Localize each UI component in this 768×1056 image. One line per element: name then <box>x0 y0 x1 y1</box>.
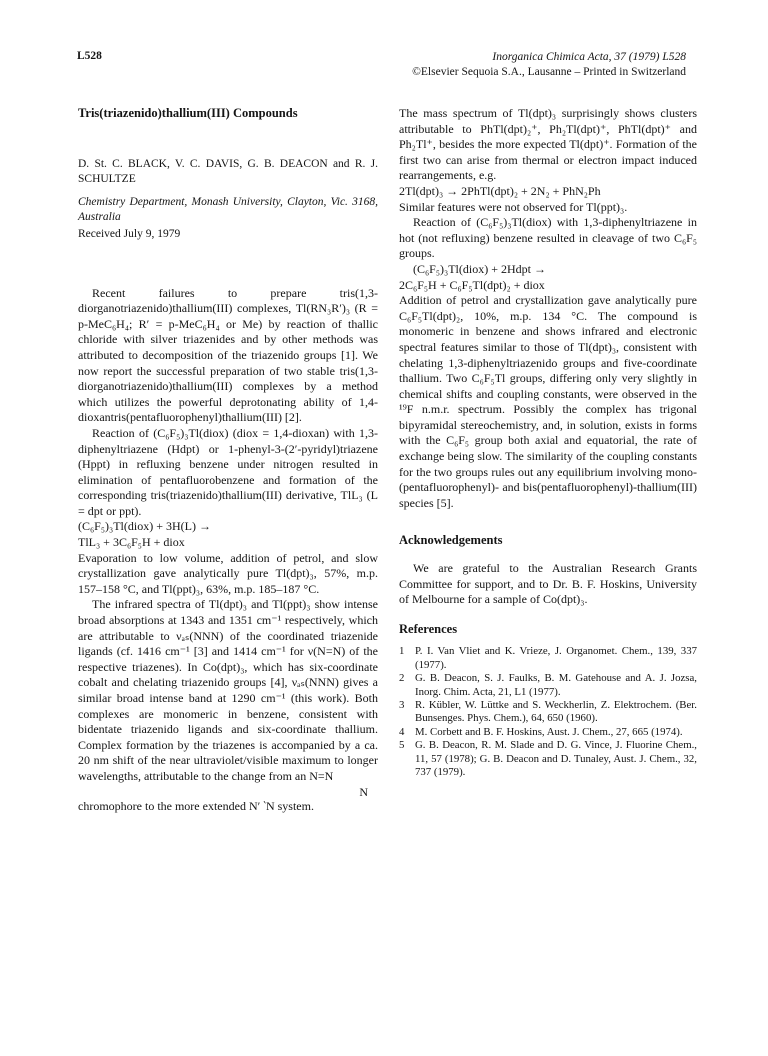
page-number: L528 <box>77 50 102 62</box>
paragraph-reaction-2: Reaction of (C₆F₅)₃Tl(diox) with 1,3-diphenyltriazene in hot (not refluxing) benzene resulted in cleavage of two C₆F₅ groups. <box>399 215 697 261</box>
equation-3-right: 2C₆F₅H + C₆F₅Tl(dpt)₂ + diox <box>399 277 545 292</box>
reference-item: 5 G. B. Deacon, R. M. Slade and D. G. Vince, J. Fluorine Chem., 11, 57 (1978); G. B. Deacon and D. Tunaley, Aust. J. Chem., 32, 737 (1979). <box>399 739 697 779</box>
references-heading: References <box>399 621 458 636</box>
reference-item: 3 R. Kübler, W. Lüttke and S. Weckherlin, Z. Elektrochem. (Ber. Bunsenges. Phys. Chem.), 64, 650 (1960). <box>399 699 697 725</box>
author-list: D. St. C. BLACK, V. C. DAVIS, G. B. DEACON and R. J. SCHULTZE <box>78 157 378 186</box>
acknowledgements-text: We are grateful to the Australian Research Grants Committee for support, and to Dr. B. F. Hoskins, University of Melbourne for a sample of Co(dpt)₃. <box>399 561 697 607</box>
equation-2: 2Tl(dpt)₃ → 2PhTl(dpt)₂ + 2N₂ + PhN₂Ph <box>399 183 601 198</box>
journal-citation: Inorganica Chimica Acta, 37 (1979) L528 <box>492 51 686 63</box>
reference-item: 4 M. Corbett and B. F. Hoskins, Aust. J. Chem., 27, 665 (1974). <box>399 725 683 738</box>
paragraph-infrared: The infrared spectra of Tl(dpt)₃ and Tl(ppt)₃ show intense broad absorptions at 1343 and 1351 cm⁻¹ respectively, which are attributable to νₐₛ(NNN) of the coordinated triazenide ligands (cf. 1416 cm⁻¹ [3] and 1414 cm⁻¹ for ν(N=N) of the respective triazenes). In Co(dpt)₃, which has six-coordinate cobalt and chelating triazenido groups [4], νₐₛ(NNN) gives a similar broad intense band at 1290 cm⁻¹ (this work). Both complexes are monomeric in benzene, consistent with bidentate triazenido ligands and six-coordinate thallium. Complex formation by the triazenes is accompanied by a ca. 20 nm shift of the near ultraviolet/visible maximum to longer wavelengths, attributable to the change from an N=N <box>78 597 378 783</box>
triazenide-structure-fragment: N <box>359 784 368 799</box>
right-column <box>399 106 697 779</box>
journal-header <box>412 50 686 80</box>
paragraph-mass-spectrum: The mass spectrum of Tl(dpt)₃ surprisingly shows clusters attributable to PhTl(dpt)₂⁺, Ph₂Tl(dpt)⁺, PhTl(dpt)⁺ and Ph₂Tl⁺, besides the more expected Tl(dpt)⁺. Formation of the first two can arise from thermal or electron impact induced rearrangements, e.g. <box>399 106 697 183</box>
received-date: Received July 9, 1979 <box>78 227 181 240</box>
reference-item: 2 G. B. Deacon, S. J. Faulks, B. M. Gatehouse and A. J. Jozsa, Inorg. Chim. Acta, 21, L1 (1977). <box>399 672 697 698</box>
equation-3-left: (C₆F₅)₃Tl(diox) + 2Hdpt → <box>413 261 546 276</box>
acknowledgements-heading: Acknowledgements <box>399 533 503 548</box>
paragraph-intro: Recent failures to prepare tris(1,3-diorganotriazenido)thallium(III) complexes, Tl(RN₃R′)₃ (R = p-MeC₆H₄; R′ = p-MeC₆H₄ or Me) by reaction of thallic chloride with silver triazenides and by other methods was attributed to decomposition of the triazenido groups [1]. We now report the successful preparation of two stable tris(1,3-diorganotriazenido)thallium(III) complexes by a method which utilizes the powerful deprotonating ability of 1,4-dioxantris(pentafluorophenyl)thallium(III) [2]. <box>78 285 378 425</box>
paragraph-addition: Addition of petrol and crystallization gave analytically pure C₆F₅Tl(dpt)₂, 10%, m.p. 134 °C. The compound is monomeric in benzene and shows infrared and electronic spectral features similar to those of Tl(dpt)₃, consistent with chelating 1,3-diphenyltriazenido groups and five-coordinate thallium. Two C₆F₅Tl groups, differing only very slightly in chemical shifts and coupling constants, were observed in the ¹⁹F n.m.r. spectrum. Possibly the complex has trigonal bipyramidal stereochemistry, and, in solution, exists in forms with the C₆F₅ group both axial and equatorial, the rate of exchange being slow. The similarity of the coupling constants for the two groups rules out any equilibrium involving mono-(pentafluorophenyl)- and bis(pentafluorophenyl)-thallium(III) species [5]. <box>399 293 697 510</box>
article-title: Tris(triazenido)thallium(III) Compounds <box>78 106 298 120</box>
affiliation: Chemistry Department, Monash University, Clayton, Vic. 3168, Australia <box>78 195 378 224</box>
paragraph-reaction: Reaction of (C₆F₅)₃Tl(diox) (diox = 1,4-dioxan) with 1,3-diphenyltriazene (Hdpt) or 1-phenyl-3-(2′-pyridyl)triazene (Hppt) in refluxing benzene under nitrogen resulted in elimination of pentafluorobenzene and formation of the corresponding tris(triazenido)thallium(III) derivative, TlL₃ (L = dpt or ppt). <box>78 425 378 518</box>
paragraph-infrared-end: chromophore to the more extended N′ ‵N system. <box>78 798 314 813</box>
equation-1-right: TlL₃ + 3C₆F₅H + diox <box>78 535 185 550</box>
equation-1-left: (C₆F₅)₃Tl(diox) + 3H(L) → <box>78 519 211 534</box>
reference-list <box>399 645 697 779</box>
paragraph-evaporation: Evaporation to low volume, addition of petrol, and slow crystallization gave analytically pure Tl(dpt)₃, 57%, m.p. 157–158 °C, and Tl(ppt)₃, 63%, m.p. 185–187 °C. <box>78 550 378 596</box>
paragraph-similar: Similar features were not observed for Tl(ppt)₃. <box>399 199 628 214</box>
publisher-line: ©Elsevier Sequoia S.A., Lausanne – Printed in Switzerland <box>412 66 686 78</box>
left-column <box>78 106 378 814</box>
reference-item: 1 P. I. Van Vliet and K. Vrieze, J. Organomet. Chem., 139, 337 (1977). <box>399 645 697 671</box>
